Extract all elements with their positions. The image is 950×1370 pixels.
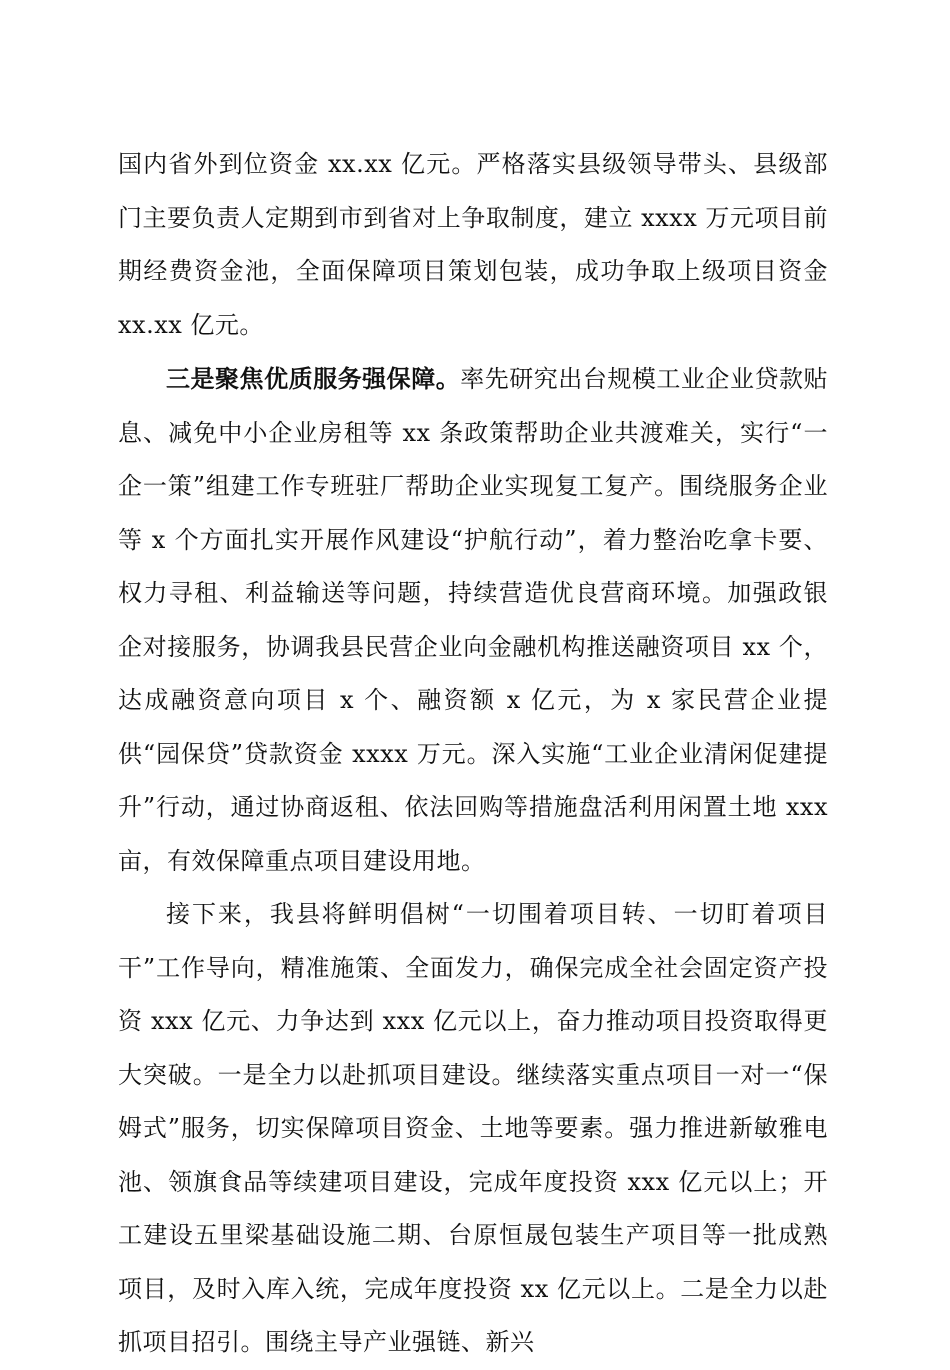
document-body bbox=[118, 138, 828, 1370]
paragraph-continued bbox=[118, 138, 828, 352]
paragraph-service-guarantee bbox=[118, 352, 828, 888]
paragraph-text: 接下来，我县将鲜明倡树“一切围着项目转、一切盯着项目干”工作导向，精准施策、全面发力，确保完成全社会固定资产投资 xxx 亿元、力争达到 xxx 亿元以上，奋力推动项目投资取得更大突破。一是全力以赴抓项目建设。继续落实重点项目一对一“保姆式”服务，切实保障项目资金、土地等要素。强力推进新敏雅电池、领旗食品等续建项目建设，完成年度投资 xxx 亿元以上；开工建设五里梁基础设施二期、台原恒晟包装生产项目等一批成熟项目，及时入库入统，完成年度投资 xx 亿元以上。二是全力以赴抓项目招引。围绕主导产业强链、新兴 bbox=[118, 900, 828, 1356]
paragraph-text: 国内省外到位资金 xx.xx 亿元。严格落实县级领导带头、县级部门主要负责人定期到市到省对上争取制度，建立 xxxx 万元项目前期经费资金池，全面保障项目策划包装，成功争取上级项目资金 xx.xx 亿元。 bbox=[118, 150, 828, 339]
paragraph-lead: 三是聚焦优质服务强保障。 bbox=[166, 364, 461, 393]
paragraph-next-steps bbox=[118, 888, 828, 1370]
paragraph-text: 率先研究出台规模工业企业贷款贴息、减免中小企业房租等 xx 条政策帮助企业共渡难关，实行“一企一策”组建工作专班驻厂帮助企业实现复工复产。围绕服务企业等 x 个方面扎实开展作风建设“护航行动”，着力整治吃拿卡要、权力寻租、利益输送等问题，持续营造优良营商环境。加强政银企对接服务，协调我县民营企业向金融机构推送融资项目 xx 个，达成融资意向项目 x 个、融资额 x 亿元，为 x 家民营企业提供“园保贷”贷款资金 xxxx 万元。深入实施“工业企业清闲促建提升”行动，通过协商返租、依法回购等措施盘活利用闲置土地 xxx 亩，有效保障重点项目建设用地。 bbox=[118, 365, 829, 875]
